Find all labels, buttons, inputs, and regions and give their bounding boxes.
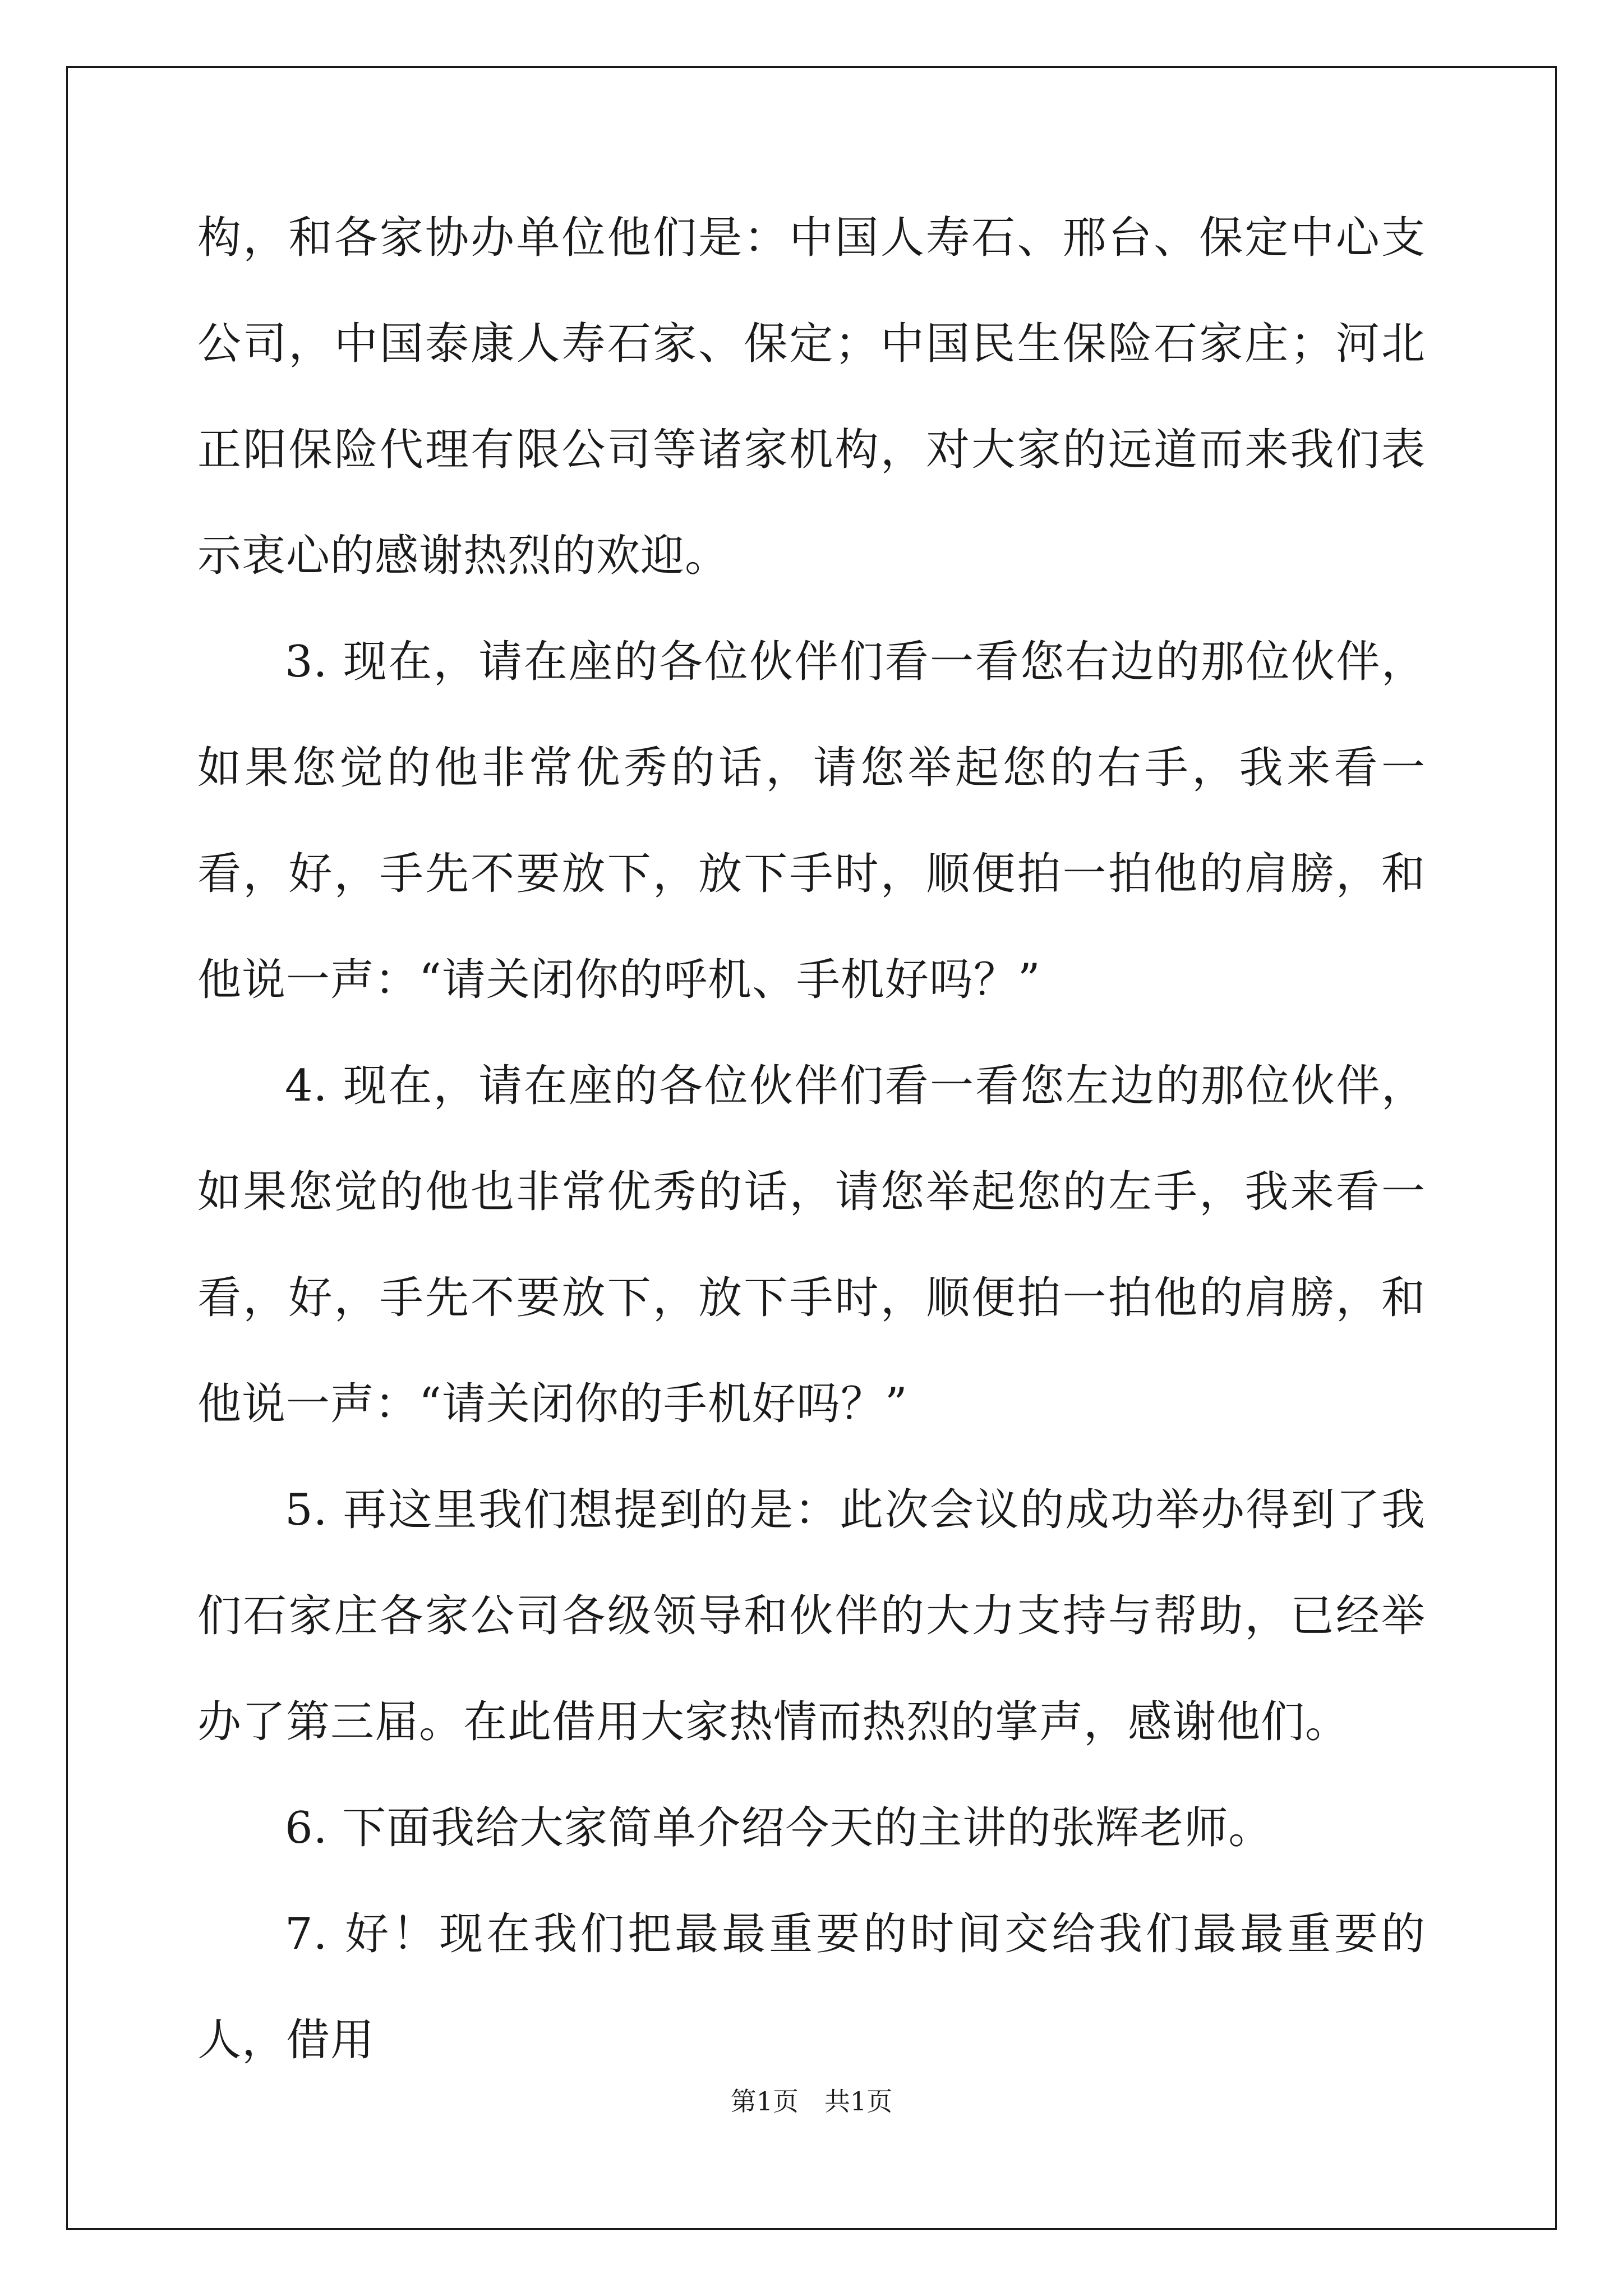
paragraph-4: 5. 再这里我们想提到的是：此次会议的成功举办得到了我们石家庄各家公司各级领导和伙伴的大力支持与帮助，已经举办了第三届。在此借用大家热情而热烈的掌声，感谢他们。 [197, 1485, 1426, 1747]
paragraph-1: 构，和各家协办单位他们是：中国人寿石、邢台、保定中心支公司，中国泰康人寿石家、保定；中国民生保险石家庄；河北正阳保险代理有限公司等诸家机构，对大家的远道而来我们表示衷心的感谢热烈的欢迎。 [197, 213, 1426, 581]
paragraph-2: 3. 现在，请在座的各位伙伴们看一看您右边的那位伙伴，如果您觉的他非常优秀的话，请您举起您的右手，我来看一看，好，手先不要放下，放下手时，顺便拍一拍他的肩膀，和他说一声：“请关闭你的呼机、手机好吗？” [197, 637, 1426, 1005]
page-footer: 第1页 共1页 [730, 2086, 893, 2116]
paragraph-6: 7. 好！现在我们把最最重要的时间交给我们最最重要的人，借用 [197, 1909, 1426, 2065]
paragraph-3: 4. 现在，请在座的各位伙伴们看一看您左边的那位伙伴，如果您觉的他也非常优秀的话，请您举起您的左手，我来看一看，好，手先不要放下，放下手时，顺便拍一拍他的肩膀，和他说一声：“请关闭你的手机好吗？” [197, 1061, 1426, 1429]
document-body [197, 185, 1426, 2093]
paragraph-5: 6. 下面我给大家简单介绍今天的主讲的张辉老师。 [285, 1803, 1273, 1853]
